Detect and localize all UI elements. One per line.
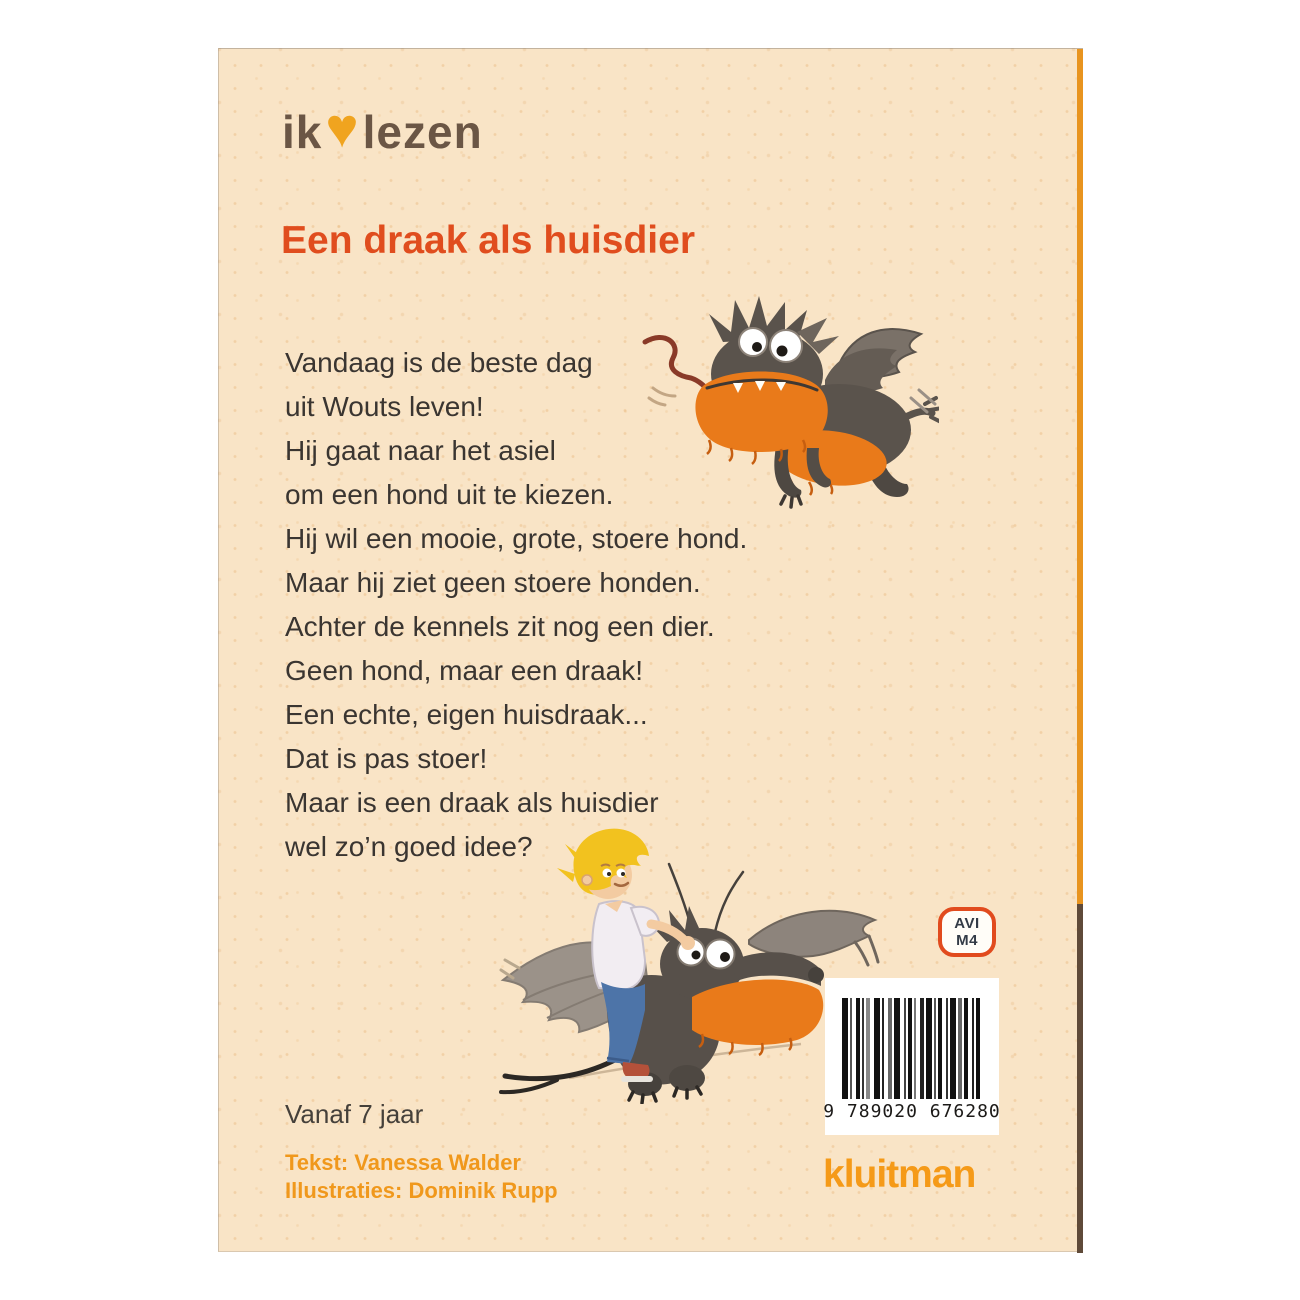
blurb-line: Maar is een draak als huisdier: [285, 787, 659, 818]
dragon-foot: [669, 1065, 705, 1091]
book-title: Een draak als huisdier: [281, 219, 696, 262]
series-logo-word-ik: ik: [282, 106, 323, 158]
boy-hand: [681, 936, 695, 950]
credits: [285, 1149, 558, 1205]
dragon-antennae: [669, 864, 743, 932]
blurb-line: Hij gaat naar het asiel: [285, 435, 556, 466]
series-logo: [282, 96, 483, 159]
heart-icon: ♥: [325, 96, 360, 159]
dragon-eye: [739, 328, 767, 356]
boy-ear: [582, 875, 592, 885]
blurb-line: uit Wouts leven!: [285, 391, 484, 422]
spine-edge-bottom: [1077, 904, 1083, 1253]
credits-author: Tekst: Vanessa Walder: [285, 1150, 521, 1175]
blurb-line: Maar hij ziet geen stoere honden.: [285, 567, 701, 598]
blurb-line: Hij wil een mooie, grote, stoere hond.: [285, 523, 748, 554]
flying-dragon-illustration: [639, 292, 939, 514]
age-note: Vanaf 7 jaar: [285, 1099, 424, 1129]
credits-illustrator: Illustraties: Dominik Rupp: [285, 1178, 558, 1203]
blurb-line: Achter de kennels zit nog een dier.: [285, 611, 715, 642]
avi-reading-level-badge: [938, 907, 996, 957]
series-logo-word-lezen: lezen: [362, 106, 483, 158]
dragon-wing: [749, 911, 875, 957]
blurb-line: Dat is pas stoer!: [285, 743, 488, 774]
cover: [218, 48, 1083, 1252]
dragon-chest: [692, 980, 823, 1045]
blurb-line: om een hond uit te kiezen.: [285, 479, 614, 510]
avi-badge-line1: AVI: [954, 915, 980, 932]
dragon-eye: [706, 940, 735, 969]
dragon-tongue: [645, 337, 705, 387]
barcode-bars: [842, 998, 982, 1099]
blurb-line: Vandaag is de beste dag: [285, 347, 593, 378]
barcode-number: 9 789020 676280: [823, 1101, 1001, 1122]
blurb-line: wel zo’n goed idee?: [285, 831, 533, 862]
dragon-eye: [770, 330, 802, 362]
spine-edge-top: [1077, 49, 1083, 904]
barcode: [825, 978, 999, 1135]
avi-badge-line2: M4: [956, 932, 978, 949]
blurb-line: Een echte, eigen huisdraak...: [285, 699, 648, 730]
blurb-line: Geen hond, maar een draak!: [285, 655, 644, 686]
publisher-logo: kluitman: [823, 1153, 976, 1196]
